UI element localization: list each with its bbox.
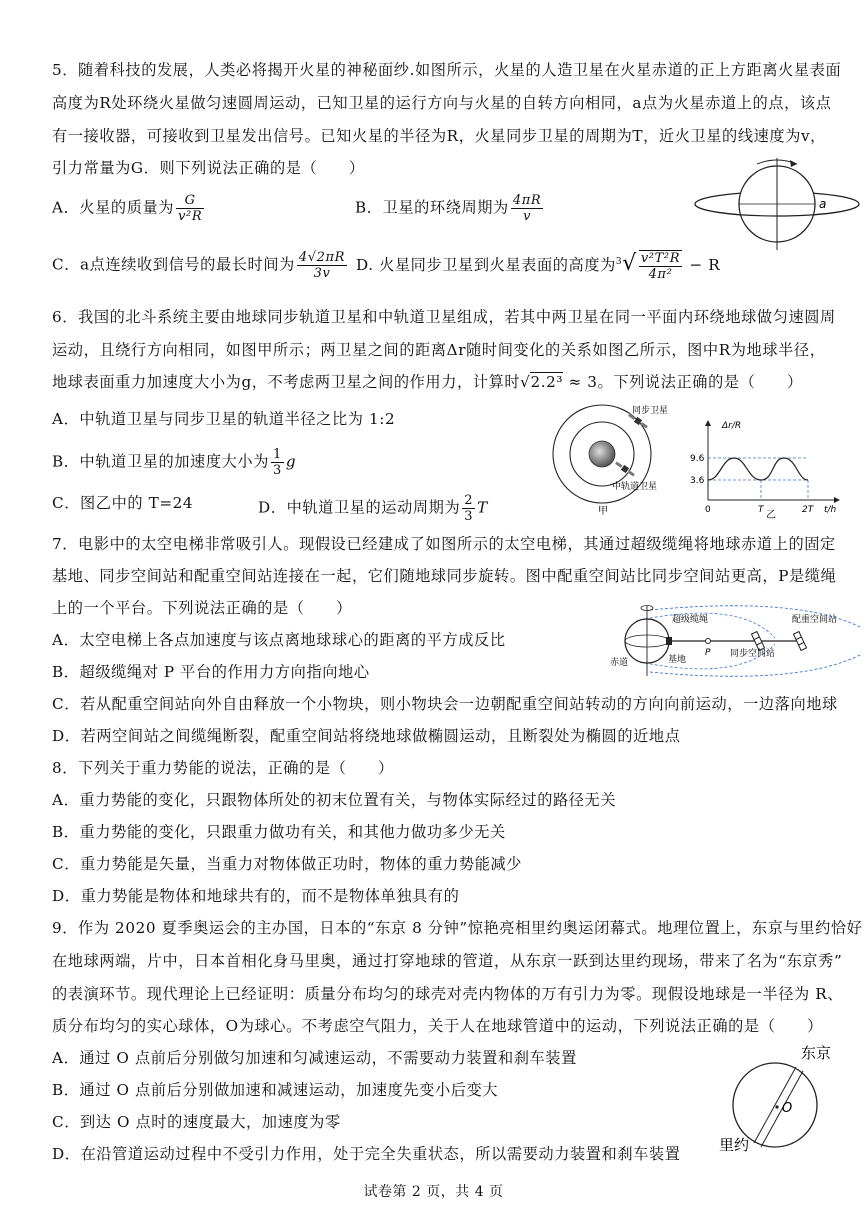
q5-option-d-text: D. 火星同步卫星到火星表面的高度为 [356, 256, 616, 274]
q5-option-a-fraction [176, 193, 204, 224]
q8-option-d: D．重力势能是物体和地球共有的，而不是物体单独具有的 [52, 887, 460, 905]
q8-option-b: B．重力势能的变化，只跟重力做功有关，和其他力做功多少无关 [52, 823, 506, 841]
q6-option-d-fraction [462, 493, 475, 524]
q6-option-d [258, 493, 488, 524]
x-axis-label: t/h [824, 505, 837, 515]
equator-label: 赤道 [610, 658, 629, 668]
q5-option-d [356, 250, 720, 282]
base-label: 基地 [668, 655, 687, 665]
q5-option-d-fraction [639, 250, 682, 282]
q5-stem-line-4: 引力常量为G．则下列说法正确的是（ ） [52, 159, 365, 177]
q8-option-c: C．重力势能是矢量，当重力对物体做正功时，物体的重力势能减少 [52, 855, 523, 873]
q7-stem-line-1: 7．电影中的太空电梯非常吸引人。现假设已经建成了如图所示的太空电梯，其通过超级缆绳将地球赤道上的固定 [52, 535, 836, 553]
q6-option-d-text: D．中轨道卫星的运动周期为 [258, 498, 461, 517]
rotation-arrow-head [790, 160, 797, 167]
q9-earth-tunnel-figure [715, 1040, 865, 1160]
y-axis-arrow [705, 420, 711, 426]
center-o-label: O [782, 1101, 793, 1116]
q6-figure-jia [550, 400, 669, 518]
q9-stem-line-3: 的表演环节。现代理论上已经证明：质量分布均匀的球壳对壳内物体的万有引力为零。现假设地球是一半径为 R、 [52, 985, 844, 1003]
sqrt-radicand: 2.2³ [530, 373, 564, 391]
page-footer: 试卷第 2 页，共 4 页 [363, 1184, 504, 1200]
fraction-denominator: 3v [313, 266, 331, 281]
fraction-denominator: 4π² [648, 267, 673, 282]
sync-station-label: 同步空间站 [730, 649, 776, 659]
q9-option-d: D．在沿管道运动过程中不受引力作用，处于完全失重状态，所以需要动力装置和刹车装置 [52, 1145, 681, 1163]
q6-option-b-tail: g [285, 452, 297, 471]
q8-option-a: A．重力势能的变化，只跟物体所处的初末位置有关，与物体实际经过的路径无关 [52, 791, 617, 809]
cube-root-index: 3 [615, 256, 623, 267]
q6-stem-line-2: 运动，且绕行方向相同，如图甲所示；两卫星之间的距离Δr随时间变化的关系如图乙所示，图中R为地球半径， [52, 341, 826, 359]
fraction-denominator: 3 [273, 463, 282, 478]
q7-space-elevator-figure [600, 598, 865, 684]
q5-option-a [52, 193, 206, 224]
q6-stem-line-3-text: 地球表面重力加速度大小为g，不考虑两卫星之间的作用力，计算时 [52, 373, 521, 391]
q7-option-b: B．超级缆绳对 P 平台的作用力方向指向地心 [52, 663, 370, 681]
q6-stem-line-3 [52, 372, 803, 392]
q7-stem-line-3: 上的一个平台。下列说法正确的是（ ） [52, 599, 352, 617]
fraction-denominator: v [523, 209, 532, 224]
q9-option-c: C．到达 O 点时的速度最大，加速度为零 [52, 1113, 341, 1131]
q6-option-c: C．图乙中的 T=24 [52, 494, 194, 512]
q5-option-c-text: C．a点连续收到信号的最长时间为 [52, 255, 295, 274]
q5-option-c-fraction [297, 250, 347, 281]
q6-figure-yi-chart [688, 418, 848, 521]
base-marker [666, 637, 672, 645]
q7-stem-line-2: 基地、同步空间站和配重空间站连接在一起，它们随地球同步旋转。图中配重空间站比同步空间站更高，P是缆绳 [52, 567, 837, 585]
cable-label: 超级缆绳 [672, 615, 709, 625]
q5-option-d-tail: − R [684, 256, 721, 274]
q7-option-a: A．太空电梯上各点加速度与该点离地球球心的距离的平方成反比 [52, 631, 506, 649]
radical-sign: √ [622, 251, 637, 276]
tokyo-label: 东京 [801, 1044, 832, 1062]
counterweight-station-label: 配重空间站 [792, 615, 838, 625]
q9-stem-line-1: 9．作为 2020 夏季奥运会的主办国，日本的“东京 8 分钟”惊艳亮相里约奥运闭幕式。地理位置上，东京与里约恰好 [52, 919, 863, 937]
q5-option-a-text: A．火星的质量为 [52, 198, 175, 217]
rio-label: 里约 [719, 1136, 750, 1154]
fraction-denominator: 3 [464, 509, 474, 524]
q5-option-b-fraction [511, 193, 543, 224]
y-tick-label: 9.6 [690, 454, 705, 464]
distance-curve [708, 458, 808, 480]
sqrt-sign: √ [520, 373, 531, 391]
y-tick-label: 3.6 [690, 476, 705, 486]
x-tick-label: T [758, 505, 764, 515]
fraction-numerator: G [176, 193, 204, 209]
fraction-numerator: 4√2πR [298, 250, 346, 265]
earth-globe [589, 441, 615, 467]
figure-caption-yi: 乙 [766, 510, 776, 521]
q5-option-b [355, 193, 545, 224]
point-a-label: a [819, 197, 827, 211]
q8-stem: 8．下列关于重力势能的说法，正确的是（ ） [52, 759, 394, 777]
fraction-numerator: 4πR [512, 193, 542, 208]
q9-option-b: B．通过 O 点前后分别做加速和减速运动，加速度先变小后变大 [52, 1081, 499, 1099]
center-point [775, 1105, 778, 1108]
q6-stem-line-3-tail: ≈ 3。下列说法正确的是（ ） [563, 373, 803, 391]
q5-option-c [52, 250, 349, 281]
platform-p-label: P [705, 648, 711, 658]
x-axis-arrow [834, 497, 840, 503]
q6-option-d-tail: T [477, 498, 488, 517]
q5-stem-line-3: 有一接收器，可接收到卫星发出信号。已知火星的半径为R，火星同步卫星的周期为T，近火卫星的线速度为v， [52, 127, 826, 145]
platform-p [706, 639, 711, 644]
q7-option-c: C．若从配重空间站向外自由释放一个小物块，则小物块会一边朝配重空间站转动的方向向前运动，一边落向地球 [52, 695, 838, 713]
x-tick-label: 2T [802, 505, 814, 515]
q5-stem-line-1: 5．随着科技的发展，人类必将揭开火星的神秘面纱.如图所示，火星的人造卫星在火星赤道的正上方距离火星表面 [52, 61, 842, 79]
q9-stem-line-2: 在地球两端，片中，日本首相化身马里奥，通过打穿地球的管道，从东京一跃到达里约现场，带来了名为“东京秀” [52, 952, 843, 970]
q5-option-b-text: B．卫星的环绕周期为 [355, 198, 509, 217]
q6-option-a: A．中轨道卫星与同步卫星的轨道半径之比为 1:2 [52, 410, 396, 428]
q5-mars-figure [695, 158, 867, 254]
y-axis-label: Δr/R [722, 421, 742, 431]
q6-option-b-fraction [271, 447, 284, 478]
figure-caption-jia: 甲 [598, 506, 608, 517]
q7-option-d: D．若两空间站之间缆绳断裂，配重空间站将绕地球做椭圆运动，且断裂处为椭圆的近地点 [52, 727, 681, 745]
q6-option-b [52, 447, 296, 478]
q5-stem-line-2: 高度为R处环绕火星做匀速圆周运动，已知卫星的运行方向与火星的自转方向相同，a点为火星赤道上的点，该点 [52, 94, 832, 112]
x-tick-label: 0 [705, 505, 711, 515]
sync-satellite-label: 同步卫星 [632, 406, 669, 416]
mid-satellite-label: 中轨道卫星 [612, 482, 658, 492]
fraction-denominator: v²R [178, 209, 203, 224]
q6-stem-line-1: 6．我国的北斗系统主要由地球同步轨道卫星和中轨道卫星组成，若其中两卫星在同一平面内环绕地球做匀速圆周 [52, 308, 836, 326]
fraction-numerator: 2 [464, 493, 474, 508]
q6-option-b-text: B．中轨道卫星的加速度大小为 [52, 452, 269, 471]
q9-stem-line-4: 质分布均匀的实心球体，O为球心。不考虑空气阻力，关于人在地球管道中的运动，下列说法正确的是（ ） [52, 1017, 823, 1035]
fraction-numerator: 1 [273, 447, 282, 462]
q9-option-a: A．通过 O 点前后分别做匀加速和匀减速运动，不需要动力装置和刹车装置 [52, 1049, 577, 1067]
fraction-numerator: v²T²R [640, 251, 681, 266]
